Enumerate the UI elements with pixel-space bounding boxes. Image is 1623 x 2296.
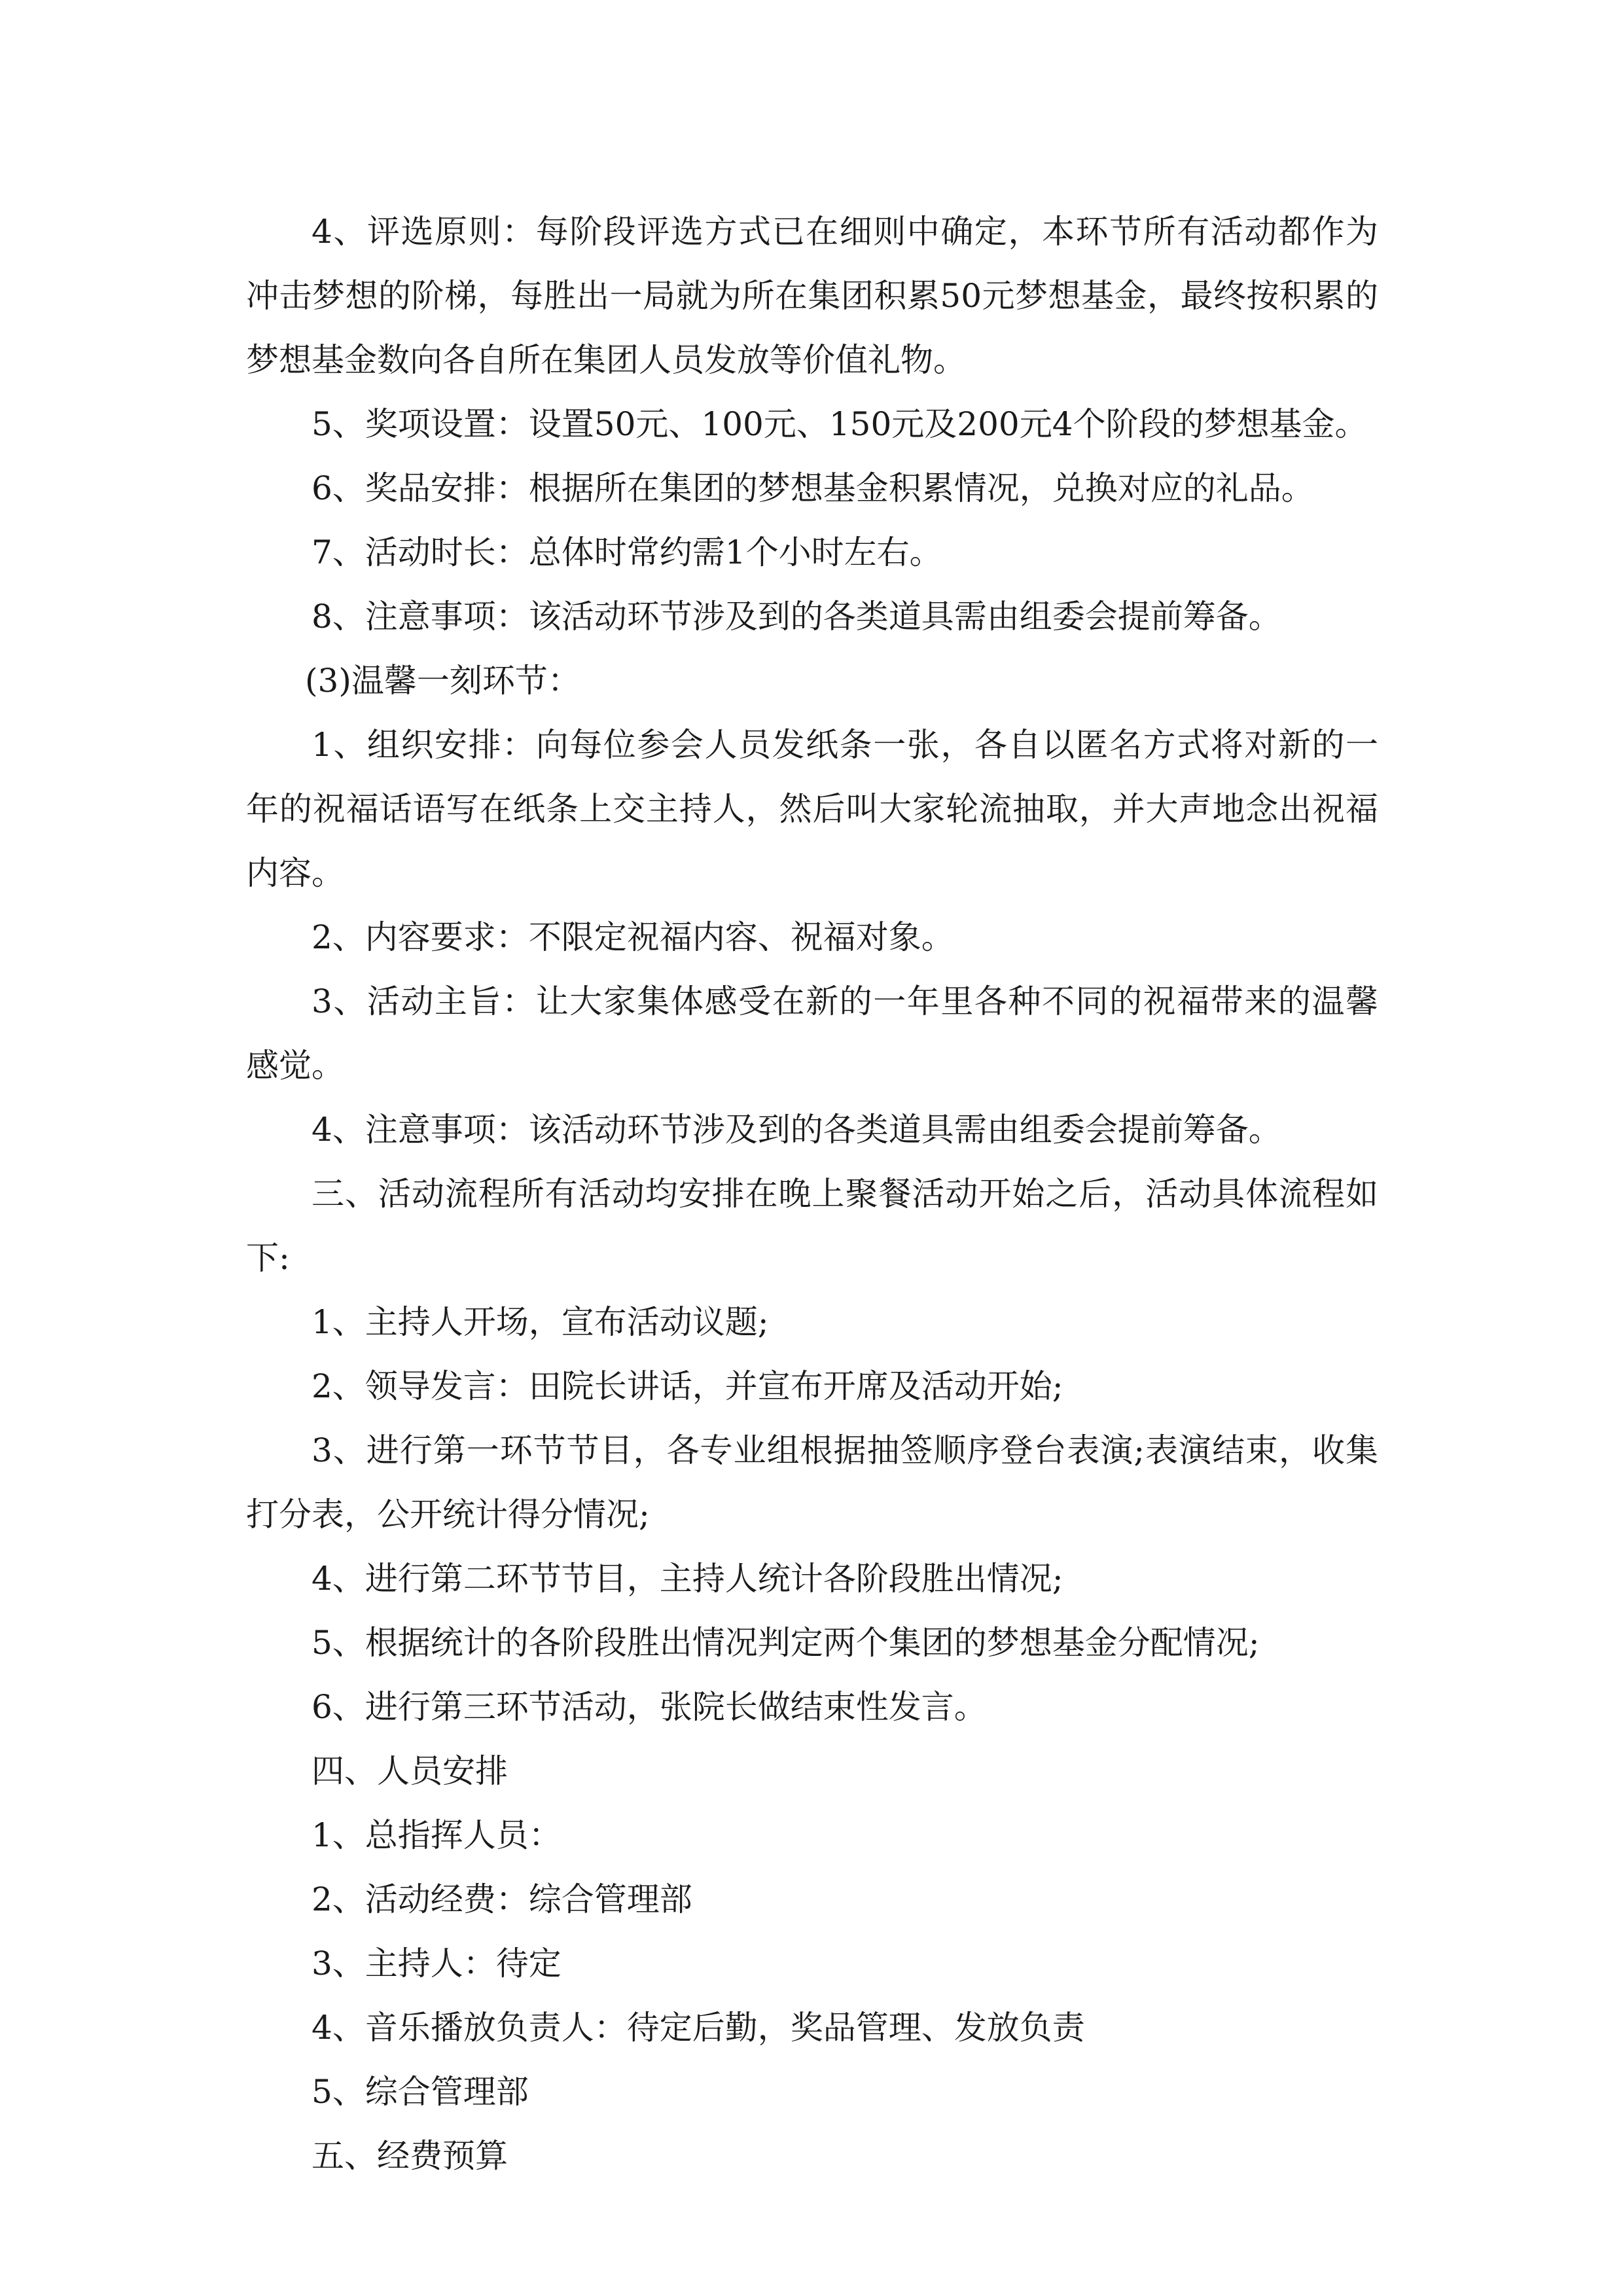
paragraph: 1、主持人开场，宣布活动议题; xyxy=(312,1303,769,1341)
paragraph: 2、内容要求：不限定祝福内容、祝福对象。 xyxy=(312,918,954,956)
paragraph: 4、注意事项：该活动环节涉及到的各类道具需由组委会提前筹备。 xyxy=(312,1111,1281,1149)
paragraph: 3、活动主旨：让大家集体感受在新的一年里各种不同的祝福带来的温馨感觉。 xyxy=(246,982,1378,1085)
paragraph: 1、组织安排：向每位参会人员发纸条一张，各自以匿名方式将对新的一年的祝福话语写在纸条上交主持人，然后叫大家轮流抽取，并大声地念出祝福内容。 xyxy=(246,726,1378,892)
paragraph: 5、奖项设置：设置50元、100元、150元及200元4个阶段的梦想基金。 xyxy=(312,405,1368,443)
section-heading: 五、经费预算 xyxy=(312,2137,508,2175)
paragraph: 4、音乐播放负责人：待定后勤，奖品管理、发放负责 xyxy=(312,2009,1085,2047)
paragraph: 2、活动经费：综合管理部 xyxy=(312,1880,692,1918)
paragraph: 4、评选原则：每阶段评选方式已在细则中确定，本环节所有活动都作为冲击梦想的阶梯，每胜出一局就为所在集团积累50元梦想基金，最终按积累的梦想基金数向各自所在集团人员发放等价值礼物。 xyxy=(246,213,1378,379)
paragraph: 8、注意事项：该活动环节涉及到的各类道具需由组委会提前筹备。 xyxy=(312,598,1281,636)
document-body xyxy=(246,200,1378,2188)
paragraph: 3、主持人：待定 xyxy=(312,1945,562,1982)
paragraph: 2、领导发言：田院长讲话，并宣布开席及活动开始; xyxy=(312,1367,1063,1405)
paragraph: 5、根据统计的各阶段胜出情况判定两个集团的梦想基金分配情况; xyxy=(312,1624,1260,1662)
section-heading: (3)温馨一刻环节： xyxy=(305,662,580,700)
paragraph: 4、进行第二环节节目，主持人统计各阶段胜出情况; xyxy=(312,1560,1063,1598)
section-heading: 四、人员安排 xyxy=(312,1752,508,1790)
paragraph: 6、奖品安排：根据所在集团的梦想基金积累情况，兑换对应的礼品。 xyxy=(312,469,1314,507)
paragraph: 7、活动时长：总体时常约需1个小时左右。 xyxy=(312,533,942,571)
paragraph: 3、进行第一环节节目，各专业组根据抽签顺序登台表演;表演结束，收集打分表，公开统计得分情况; xyxy=(246,1431,1378,1534)
paragraph: 1、总指挥人员： xyxy=(312,1816,562,1854)
paragraph: 6、进行第三环节活动，张院长做结束性发言。 xyxy=(312,1688,987,1726)
paragraph: 5、综合管理部 xyxy=(312,2073,529,2111)
section-heading: 三、活动流程所有活动均安排在晚上聚餐活动开始之后，活动具体流程如下: xyxy=(246,1175,1378,1277)
